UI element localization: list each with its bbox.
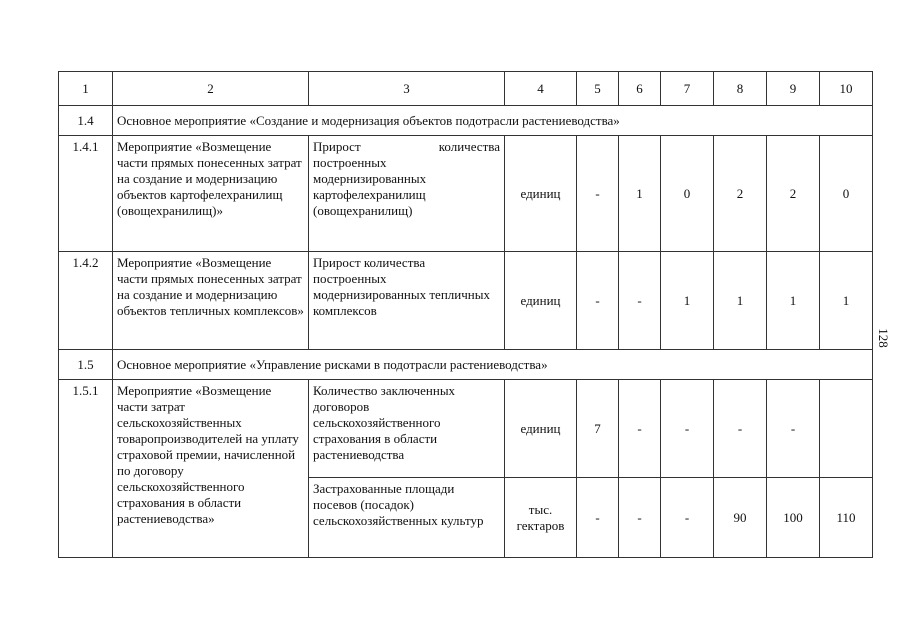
value-cell: 0 <box>820 136 873 252</box>
section-number: 1.5 <box>59 350 113 380</box>
unit-cell: единиц <box>505 380 577 478</box>
section-row <box>59 106 873 136</box>
value-cell: - <box>661 478 714 558</box>
header-cell: 5 <box>577 72 619 106</box>
value-cell: 1 <box>661 252 714 350</box>
header-cell: 9 <box>767 72 820 106</box>
header-cell: 10 <box>820 72 873 106</box>
unit-cell: единиц <box>505 136 577 252</box>
header-cell: 6 <box>619 72 661 106</box>
event-cell: Мероприятие «Возмещение части прямых понесенных затрат на создание и модернизацию объектов тепличных комплексов» <box>113 252 309 350</box>
row-number: 1.4.2 <box>59 252 113 350</box>
value-cell: - <box>767 380 820 478</box>
section-row <box>59 350 873 380</box>
value-cell: 90 <box>714 478 767 558</box>
unit-cell: единиц <box>505 252 577 350</box>
value-cell: - <box>619 478 661 558</box>
table-row <box>59 380 873 478</box>
indicator-cell: Количество заключенных договоров сельскохозяйственного страхования в области растениеводства <box>309 380 505 478</box>
value-cell: - <box>619 252 661 350</box>
indicator-cell: Прирост количества построенных модернизированных тепличных комплексов <box>309 252 505 350</box>
section-title: Основное мероприятие «Управление рисками в подотрасли растениеводства» <box>113 350 873 380</box>
value-cell: 100 <box>767 478 820 558</box>
value-cell: 1 <box>767 252 820 350</box>
indicator-cell: Застрахованные площади посевов (посадок) сельскохозяйственных культур <box>309 478 505 558</box>
value-cell: - <box>661 380 714 478</box>
event-cell: Мероприятие «Возмещение части затрат сельскохозяйственных товаропроизводителей на уплату страховой премии, начисленной по договору сельскохозяйственного страхования в области растениеводства» <box>113 380 309 558</box>
value-cell: 2 <box>714 136 767 252</box>
header-cell: 1 <box>59 72 113 106</box>
header-cell: 2 <box>113 72 309 106</box>
section-title: Основное мероприятие «Создание и модернизация объектов подотрасли растениеводства» <box>113 106 873 136</box>
value-cell: 1 <box>619 136 661 252</box>
header-cell: 3 <box>309 72 505 106</box>
value-cell: - <box>714 380 767 478</box>
header-row <box>59 72 873 106</box>
value-cell: 110 <box>820 478 873 558</box>
table-row <box>59 136 873 252</box>
header-cell: 7 <box>661 72 714 106</box>
value-cell: - <box>577 478 619 558</box>
table-row <box>59 252 873 350</box>
indicator-cell: Прирост количества построенных модернизированных картофелехранилищ (овощехранилищ) <box>309 136 505 252</box>
value-cell: 1 <box>820 252 873 350</box>
header-cell: 8 <box>714 72 767 106</box>
value-cell: - <box>619 380 661 478</box>
header-cell: 4 <box>505 72 577 106</box>
value-cell: 2 <box>767 136 820 252</box>
value-cell: - <box>577 252 619 350</box>
value-cell: 0 <box>661 136 714 252</box>
value-cell: 7 <box>577 380 619 478</box>
value-cell <box>820 380 873 478</box>
value-cell: 1 <box>714 252 767 350</box>
indicators-table <box>58 71 873 558</box>
event-cell: Мероприятие «Возмещение части прямых понесенных затрат на создание и модернизацию объектов картофелехранилищ (овощехранилищ)» <box>113 136 309 252</box>
unit-cell: тыс. гектаров <box>505 478 577 558</box>
row-number: 1.5.1 <box>59 380 113 558</box>
page-number: 128 <box>876 328 891 348</box>
section-number: 1.4 <box>59 106 113 136</box>
row-number: 1.4.1 <box>59 136 113 252</box>
value-cell: - <box>577 136 619 252</box>
